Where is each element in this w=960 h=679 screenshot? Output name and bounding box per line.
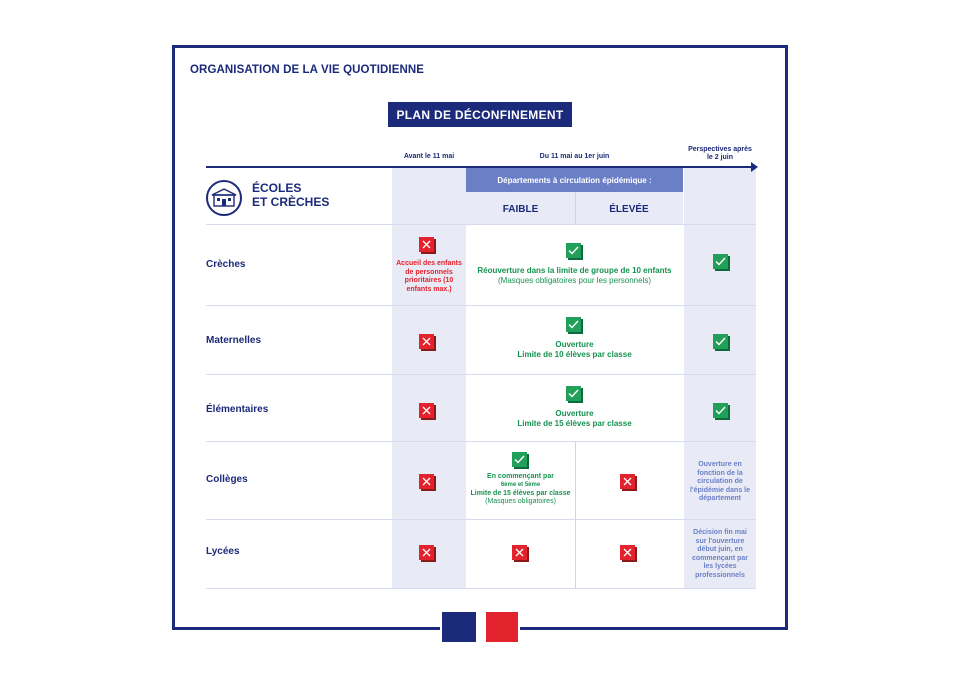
closed-x-icon	[620, 545, 637, 562]
maternelles-during-note-1: Ouverture	[555, 340, 594, 349]
closed-x-icon	[419, 545, 436, 562]
category-title	[252, 181, 329, 209]
row-divider	[206, 374, 756, 375]
timeline-arrow-icon	[751, 162, 758, 172]
divider-subheader	[575, 192, 576, 224]
row-label-maternelles: Maternelles	[206, 335, 262, 346]
open-check-icon	[512, 452, 529, 469]
creches-during-note-2: (Masques obligatoires pour les personnels)	[498, 276, 651, 285]
divider-low-high	[575, 441, 576, 588]
open-check-icon	[713, 403, 730, 420]
epidemic-banner: Départements à circulation épidémique :	[466, 168, 683, 192]
colleges-low-note-4: (Masques obligatoires)	[485, 498, 556, 505]
colleges-low-note-1: En commençant par	[487, 473, 554, 480]
flag-blue-band	[442, 612, 476, 642]
flag-white-band	[476, 612, 486, 642]
category-title-line1: ÉCOLES	[252, 181, 302, 195]
row-divider	[206, 224, 756, 225]
before-column-shade	[392, 168, 466, 588]
row-divider	[206, 519, 756, 520]
lycees-after-note: Décision fin mai sur l'ouverture début juin, en commençant par les lycées professionnels	[691, 529, 749, 579]
plan-title-banner: PLAN DE DÉCONFINEMENT	[388, 102, 572, 127]
elementaires-during-note-1: Ouverture	[555, 409, 594, 418]
open-check-icon	[713, 334, 730, 351]
creches-during-note-1: Réouverture dans la limite de groupe de 10 enfants	[477, 266, 672, 275]
category-title-line2: ET CRÈCHES	[252, 195, 330, 209]
elementaires-during-note-2: Limite de 15 élèves par classe	[517, 419, 632, 428]
section-title: ORGANISATION DE LA VIE QUOTIDIENNE	[190, 64, 425, 76]
maternelles-during-note-2: Limite de 10 élèves par classe	[517, 350, 632, 359]
column-header-after: Perspectives après le 2 juin	[688, 146, 752, 161]
after-column-shade	[684, 168, 756, 588]
closed-x-icon	[512, 545, 529, 562]
open-check-icon	[566, 386, 583, 403]
colleges-after-note: Ouverture en fonction de la circulation de l'épidémie dans le département	[689, 461, 751, 502]
colleges-low-note-3: Limite de 15 élèves par classe	[470, 490, 571, 497]
marianne-logo	[440, 612, 520, 642]
flag-red-band	[486, 612, 518, 642]
column-header-during: Du 11 mai au 1er juin	[539, 153, 610, 160]
row-label-elementaires: Élémentaires	[206, 404, 269, 415]
closed-x-icon	[620, 474, 637, 491]
creches-before-note: Accueil des enfants de personnels prioritaires (10 enfants max.)	[396, 260, 462, 293]
row-label-creches: Crèches	[206, 259, 246, 270]
row-divider	[206, 441, 756, 442]
closed-x-icon	[419, 334, 436, 351]
row-divider	[206, 588, 756, 589]
closed-x-icon	[419, 403, 436, 420]
colleges-low-note-2: 6ème et 5ème	[500, 482, 541, 488]
open-check-icon	[566, 317, 583, 334]
closed-x-icon	[419, 237, 436, 254]
open-check-icon	[713, 254, 730, 271]
open-check-icon	[566, 243, 583, 260]
row-label-lycees: Lycées	[206, 546, 240, 557]
school-building-icon	[206, 180, 242, 216]
subheader-high: ÉLEVÉE	[609, 203, 649, 215]
row-divider	[206, 305, 756, 306]
subheader-low: FAIBLE	[502, 203, 539, 215]
row-label-colleges: Collèges	[206, 474, 248, 485]
column-header-before: Avant le 11 mai	[403, 153, 455, 160]
closed-x-icon	[419, 474, 436, 491]
